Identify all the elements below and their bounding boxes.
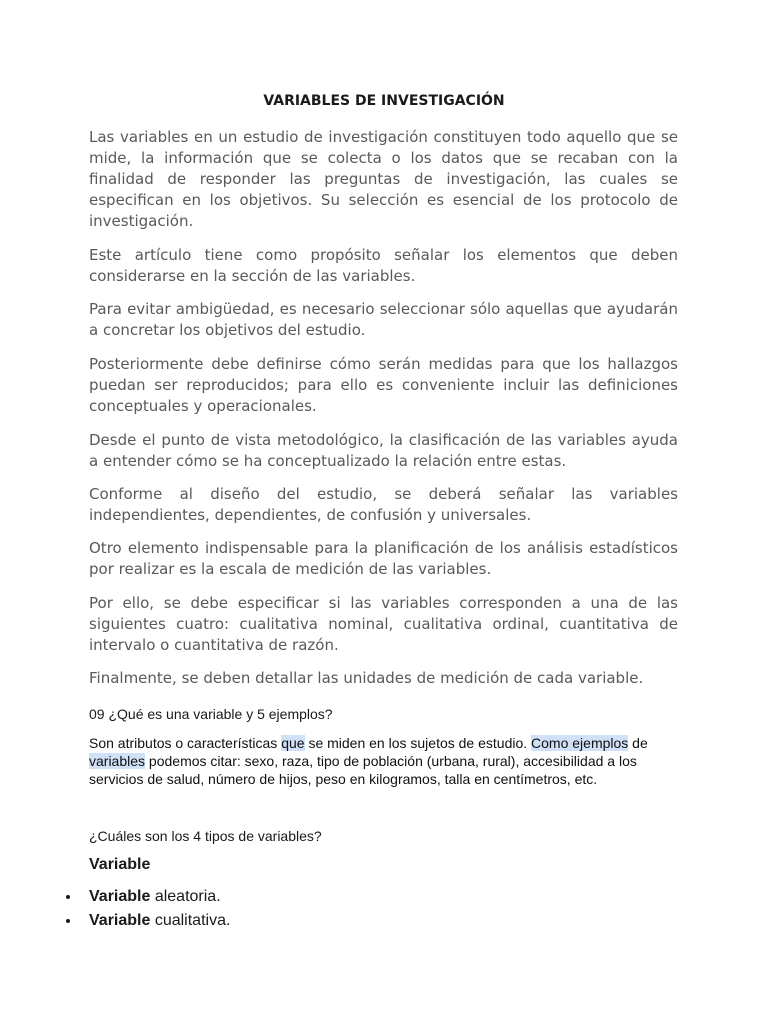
highlight-como-ejemplos: Como ejemplos [531,735,629,751]
list-item-strong: Variable [89,888,151,905]
paragraph-methodology: Desde el punto de vista metodológico, la clasificación de las variables ayuda a entender cómo se ha conceptualizado la relación entre estas. [89,431,678,470]
highlight-variables: variables [89,753,146,769]
question-what-is-variable: 09 ¿Qué es una variable y 5 ejemplos? [89,706,333,722]
answer-text-3: de [628,735,648,751]
bullet-icon [66,919,70,923]
document-title: VARIABLES DE INVESTIGACIÓN [263,93,505,109]
paragraph-units: Finalmente, se deben detallar las unidades de medición de cada variable. [89,669,644,687]
list-item-rest: aleatoria. [150,888,221,905]
paragraph-scales: Por ello, se debe especificar si las variables corresponden a una de las siguientes cuatro: cualitativa nominal, cualitativa ordinal, cuantitativa de intervalo o cuantitativa de razón. [89,594,678,654]
paragraph-ambiguity: Para evitar ambigüedad, es necesario seleccionar sólo aquellas que ayudarán a concretar los objetivos del estudio. [89,300,678,339]
variable-heading: Variable [89,856,151,873]
answer-text-4: podemos citar: sexo, raza, tipo de población (urbana, rural), accesibilidad a los servicios de salud, número de hijos, peso en kilogramos, talla en centímetros, etc. [89,753,637,787]
paragraph-purpose: Este artículo tiene como propósito señalar los elementos que deben considerarse en la sección de las variables. [89,246,678,285]
list-item-strong: Variable [89,912,151,929]
variable-types-list [0,887,700,935]
answer-text-1: Son atributos o características [89,735,282,751]
question-types-of-variables: ¿Cuáles son los 4 tipos de variables? [89,828,322,844]
paragraph-statistics: Otro elemento indispensable para la planificación de los análisis estadísticos por realizar es la escala de medición de las variables. [89,539,678,578]
list-item [0,887,700,911]
list-item-text [89,911,230,931]
list-item-text [89,887,221,907]
bullet-icon [66,895,70,899]
paragraph-design: Conforme al diseño del estudio, se deberá señalar las variables independientes, dependientes, de confusión y universales. [89,485,678,524]
list-item-rest: cualitativa. [150,912,231,929]
list-item [0,911,700,935]
highlight-que: que [281,735,305,751]
paragraph-measurement: Posteriormente debe definirse cómo serán medidas para que los hallazgos puedan ser reproducidos; para ello es conveniente incluir las definiciones conceptuales y operacionales. [89,355,678,415]
answer-text-2: se miden en los sujetos de estudio. [304,735,532,751]
paragraph-intro: Las variables en un estudio de investigación constituyen todo aquello que se mide, la información que se colecta o los datos que se recaban con la finalidad de responder las preguntas de investigación, las cuales se especifican en los objetivos. Su selección es esencial de los protocolo de investigación. [89,128,678,230]
answer-paragraph [89,734,649,788]
